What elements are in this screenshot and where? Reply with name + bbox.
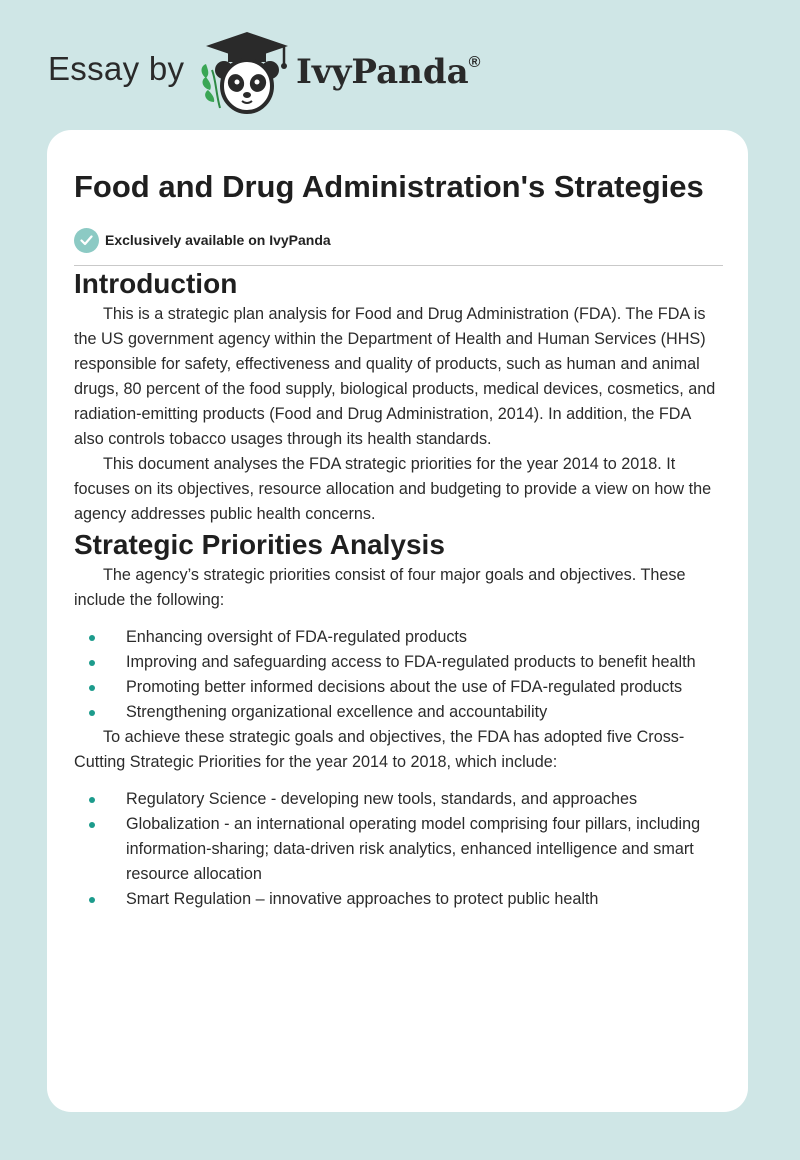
bullet-icon (89, 822, 95, 828)
check-icon (74, 228, 99, 253)
ivypanda-wordmark[interactable]: IvyPanda® (296, 52, 481, 92)
introduction-heading: Introduction (74, 268, 238, 299)
essay-by-label: Essay by (48, 50, 185, 87)
bullet-icon (89, 897, 95, 903)
bullet-icon (89, 635, 95, 641)
bullet-icon (89, 660, 95, 666)
strategic-goals-list (74, 625, 724, 725)
list-item: Smart Regulation – innovative approaches to protect public health (74, 887, 724, 912)
bullet-icon (89, 797, 95, 803)
availability-badge (74, 226, 724, 254)
list-item: Strengthening organizational excellence and accountability (74, 700, 724, 725)
bullet-icon (89, 685, 95, 691)
list-item: Improving and safeguarding access to FDA-regulated products to benefit health (74, 650, 724, 675)
site-header (0, 0, 800, 130)
strategic-bridge-paragraph: To achieve these strategic goals and objectives, the FDA has adopted five Cross-Cutting Strategic Priorities for the year 2014 to 2018, which include: (74, 728, 685, 771)
panda-graduate-icon[interactable] (198, 30, 296, 116)
strategic-intro-paragraph: The agency’s strategic priorities consist of four major goals and objectives. These include the following: (74, 566, 686, 609)
bullet-icon (89, 710, 95, 716)
intro-paragraph-1: This is a strategic plan analysis for Food and Drug Administration (FDA). The FDA is the US government agency within the Department of Health and Human Services (HHS) responsible for safety, effectiveness and quality of products, such as human and animal drugs, 80 percent of the food supply, biological products, medical devices, cosmetics, and radiation-emitting products (Food and Drug Administration, 2014). In addition, the FDA also controls tobacco usages through its health standards. (74, 305, 716, 448)
page-title: Food and Drug Administration's Strategies (74, 169, 704, 204)
list-item: Globalization - an international operating model comprising four pillars, including information-sharing; data-driven risk analytics, enhanced intelligence and smart resource allocation (74, 812, 724, 887)
list-item: Regulatory Science - developing new tools, standards, and approaches (74, 787, 724, 812)
intro-paragraph-2: This document analyses the FDA strategic priorities for the year 2014 to 2018. It focuses on its objectives, resource allocation and budgeting to provide a view on how the agency addresses public health concerns. (74, 455, 712, 523)
cross-cutting-priorities-list (74, 787, 724, 912)
essay-card (47, 130, 748, 1112)
list-item: Promoting better informed decisions about the use of FDA-regulated products (74, 675, 724, 700)
list-item: Enhancing oversight of FDA-regulated products (74, 625, 724, 650)
strategic-priorities-heading: Strategic Priorities Analysis (74, 529, 445, 560)
availability-text: Exclusively available on IvyPanda (105, 232, 331, 248)
